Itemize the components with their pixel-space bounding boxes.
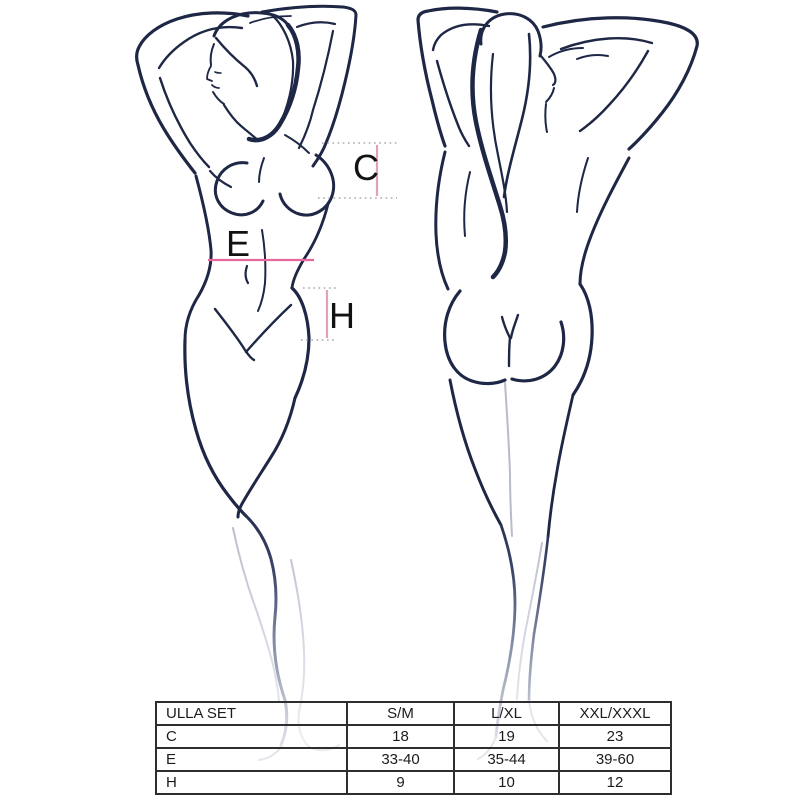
size-table-row-hip [156, 771, 671, 794]
size-table-cell: 12 [559, 771, 671, 794]
size-table-cell: 18 [347, 725, 454, 748]
front-figure-illustration [137, 6, 356, 760]
size-table-row-label: E [156, 748, 347, 771]
size-table-header-cell: ULLA SET [156, 702, 347, 725]
size-table-cell: 39-60 [559, 748, 671, 771]
back-figure-illustration [418, 8, 697, 759]
waist-measure-label: E [226, 223, 251, 264]
size-table-row-label: H [156, 771, 347, 794]
size-table-cell: 35-44 [454, 748, 559, 771]
bust-measure-label: C [353, 147, 379, 188]
size-table-cell: 33-40 [347, 748, 454, 771]
size-table-cell: 10 [454, 771, 559, 794]
size-table-cell: 19 [454, 725, 559, 748]
size-table-row-label: C [156, 725, 347, 748]
size-table-row-bust [156, 725, 671, 748]
size-table [155, 701, 672, 795]
size-table-header-cell: XXL/XXXL [559, 702, 671, 725]
size-table-header-row [156, 702, 671, 725]
size-table-header-cell: S/M [347, 702, 454, 725]
size-table-row-waist [156, 748, 671, 771]
size-table-cell: 23 [559, 725, 671, 748]
hip-measure-label: H [329, 295, 355, 336]
size-table-cell: 9 [347, 771, 454, 794]
size-table-header-cell: L/XL [454, 702, 559, 725]
